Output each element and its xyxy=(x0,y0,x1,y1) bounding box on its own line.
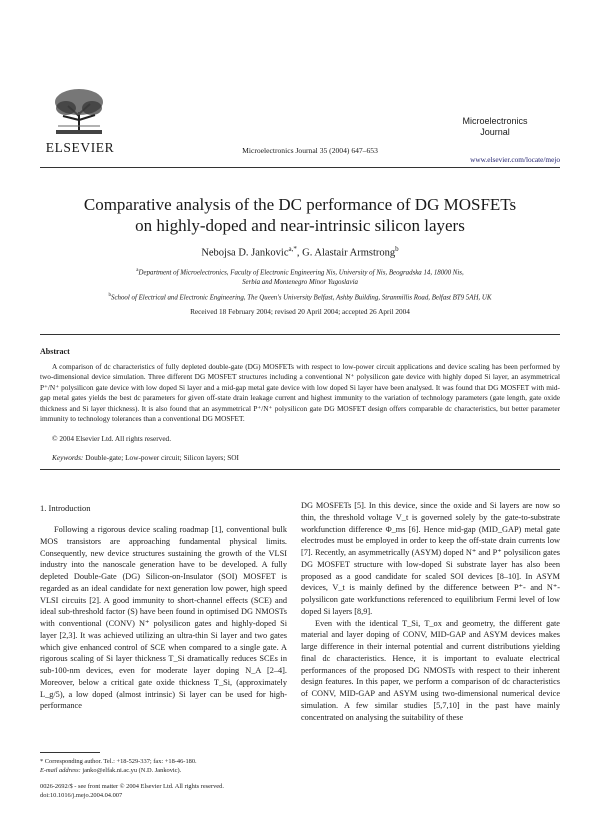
keywords-list: Double-gate; Low-power circuit; Silicon layers; SOI xyxy=(85,453,239,462)
journal-url-link[interactable]: www.elsevier.com/locate/mejo xyxy=(470,155,560,164)
right-column xyxy=(301,500,560,723)
intro-paragraph-1: Following a rigorous device scaling roadmap [1], conventional bulk MOS transistors are approaching fundamental physical limits. Consequently, new device structures sustaining the growth of the VLSI industry into the nanoscale generation have to be developed. A fully depleted Double-Gate (DG) Silicon-on-Insulator (SOI) MOSFET is regarded as an ideal candidate for next generation low power, high speed VLSI circuits [2]. A good immunity to short-channel effects (SCE) and ideal sub-threshold factor (S) have been found in optimised DG NMOSTs with conventional (CONV) N⁺ polysilicon gates and highly-doped Si layer [2,3]. It was achieved utilizing an ultra-thin Si layer and two gates which give enhanced control of SCE when compared to a single gate. A rigorous scaling of Si layer thickness T_Si dramatically reduces SCEs in sub-100-nm devices, even for moderate layer doping N_A [2–4]. Moreover, below a critical gate oxide thickness T_Si, (approximately L_g/5), a low doped (almost intrinsic) Si layer can be used for high-performance xyxy=(40,525,287,711)
tree-icon xyxy=(48,86,110,138)
publisher-name: ELSEVIER xyxy=(45,140,115,155)
intro-paragraph-2: Even with the identical T_Si, T_ox and geometry, the different gate material and layer doping of CONV, MID-GAP and ASYM devices makes large difference in their internal potential and current distributions yielding final dc characteristics. Hence, it is important to evaluate electrical performances of the proposed DG NMOSTs with respect to their inherent design features. In this paper, we perform a comparison of dc characteristics of CONV, MID-GAP and ASYM using two-dimensional numerical device simulation. A few similar studies [5,7,10] in the past have mainly concentrated on analysing the suitability of these xyxy=(301,618,560,722)
keywords-divider xyxy=(40,469,560,470)
corresponding-author-footnote xyxy=(40,757,290,775)
journal-name-line2: Journal xyxy=(480,127,510,137)
copyright-line: © 2004 Elsevier Ltd. All rights reserved. xyxy=(52,434,172,443)
title-line2: on highly-doped and near-intrinsic silicon layers xyxy=(135,216,465,235)
affiliation-a-line1: Department of Microelectronics, Faculty of Electronic Engineering Nis, University of Nis, Beogradska 14, 18000 Nis, xyxy=(138,269,464,277)
intro-paragraph-1-continued: DG MOSFETs [5]. In this device, since the oxide and Si layers are now so thin, the threshold voltage V_t is governed solely by the gate-to-substrate workfunction difference Φ_ms [6]. Hence mid-gap (MID_GAP) metal gate electrodes must be employed in order to keep the off-state drain currents low [7]. Recently, an asymmetrically (ASYM) doped N⁺ and P⁺ polysilicon gates DG MOSFET structure with low-doped Si substrate layer has also been proposed as a good candidate for scaled SOI devices [8–10]. In ASYM devices, V_t is mainly defined by the difference between P⁺- and N⁺-polysilicon gate workfunctions referenced to equilibrium Fermi level of low doped Si layers [8,9]. xyxy=(301,501,560,616)
author-1: Nebojsa D. Jankovic xyxy=(201,247,289,259)
footnote-email[interactable]: janko@elfak.ni.ac.yu (N.D. Jankovic). xyxy=(82,767,182,774)
affiliation-a-line2: Serbia and Montenegro Minor Yugoslavia xyxy=(242,279,358,287)
journal-name xyxy=(455,116,535,138)
issn-doi xyxy=(40,782,300,800)
journal-name-line1: Microelectronics xyxy=(462,116,528,126)
left-column xyxy=(40,524,287,712)
author-2: , G. Alastair Armstrong xyxy=(296,247,396,259)
affiliation-b: $^b$School of Electrical and Electronic Engineering, The Queen's University Belfast, Ashby Building, Stranmillis Road, Belfast BT9 5AH, UK xyxy=(108,293,492,302)
affiliation-a: $^a$Department of Microelectronics, Faculty of Electronic Engineering Nis, University of Nis, Beogradska 14, 18000 Nis, Serbia and Montenegro Minor Yugoslavia xyxy=(60,266,540,288)
footnote-divider xyxy=(40,752,100,753)
abstract-heading: Abstract xyxy=(40,347,70,356)
article-title xyxy=(40,194,560,236)
abstract-text: A comparison of dc characteristics of fully depleted double-gate (DG) MOSFETs with respect to low-power circuit applications and device scaling has been performed by two-dimensional device simulation. Three different DG MOSFET structures including a conventional N⁺ polysilicon gate device with highly doped Si layer, an asymmetrical P⁺/N⁺ polysilicon gate device with low doped Si layer and a mid-gap metal gate device with low doped Si layer have been analysed. It was found that DG MOSFET with mid-gap metal gates yields the best dc parameters for given off-state drain leakage current and highest immunity to the variation of technology parameters (gate length, gate oxide thickness and Si layer thickness). It is also found that an asymmetrical P⁺/N⁺ polysilicon gate DG MOSFET design offers comparable dc characteristics, but better parameter immunity to technology tolerances than a conventional DG MOSFET. xyxy=(40,362,560,424)
author-list xyxy=(40,245,560,259)
issn-line: 0026-2692/$ - see front matter © 2004 Elsevier Ltd. All rights reserved. xyxy=(40,783,224,790)
received-dates: Received 18 February 2004; revised 20 April 2004; accepted 26 April 2004 xyxy=(190,307,410,316)
author-1-affil-mark: a,* xyxy=(288,245,297,253)
footnote-email-label: E-mail address: xyxy=(40,767,81,774)
journal-reference: Microelectronics Journal 35 (2004) 647–653 xyxy=(242,146,378,155)
title-line1: Comparative analysis of the DC performance of DG MOSFETs xyxy=(83,195,517,214)
keywords-label: Keywords: xyxy=(52,453,84,462)
abstract-divider xyxy=(40,334,560,335)
keywords xyxy=(52,453,239,462)
doi-line[interactable]: doi:10.1016/j.mejo.2004.04.007 xyxy=(40,792,123,799)
affiliation-b-text: School of Electrical and Electronic Engineering, The Queen's University Belfast, Ashby Building, Stranmillis Road, Belfast BT9 5AH, UK xyxy=(111,294,492,302)
footnote-contact: * Corresponding author. Tel.: +18-529-337; fax: +18-46-180. xyxy=(40,758,197,765)
section-heading-introduction: 1. Introduction xyxy=(40,503,91,513)
header-divider xyxy=(40,167,560,168)
author-2-affil-mark: b xyxy=(395,245,399,253)
